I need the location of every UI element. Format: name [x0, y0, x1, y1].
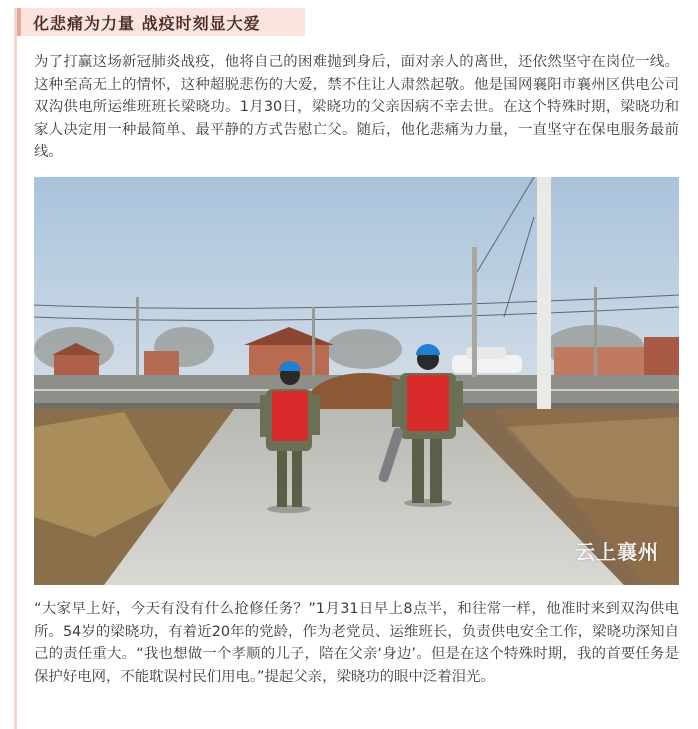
left-decorative-rule: [14, 8, 17, 729]
article-photo: [34, 177, 679, 585]
paragraph-intro: 为了打赢这场新冠肺炎战疫，他将自己的困难抛到身后，面对亲人的离世，还依然坚守在岗位一线。这种至高无上的情怀，这种超脱悲伤的大爱，禁不住让人肃然起敬。他是国网襄阳市襄州区供电公司双沟供电所运维班班长梁晓功。1月30日，梁晓功的父亲因病不幸去世。在这个特殊时期，梁晓功和家人决定用一种最简单、最平静的方式告慰亡父。随后，他化悲痛为力量，一直坚守在保电服务最前线。: [34, 54, 679, 160]
section-heading: [17, 8, 305, 36]
paragraph-quote: “大家早上好，今天有没有什么抢修任务？”1月31日早上8点半，和往常一样，他准时来到双沟供电所。54岁的梁晓功，有着近20年的党龄，作为老党员、运维班长，负责供电安全工作，梁晓功深知自己的责任重大。“我也想做一个孝顺的儿子，陪在父亲‘身边’。但是在这个特殊时期，我的首要任务是保护好电网，不能耽误村民们用电。”提起父亲，梁晓功的眼中泛着泪光。: [34, 601, 679, 685]
photo-illustration: [34, 177, 679, 585]
photo-watermark: 云上襄州: [575, 540, 659, 564]
section-heading-text: 化悲痛为力量 战疫时刻显大爱: [33, 13, 261, 33]
